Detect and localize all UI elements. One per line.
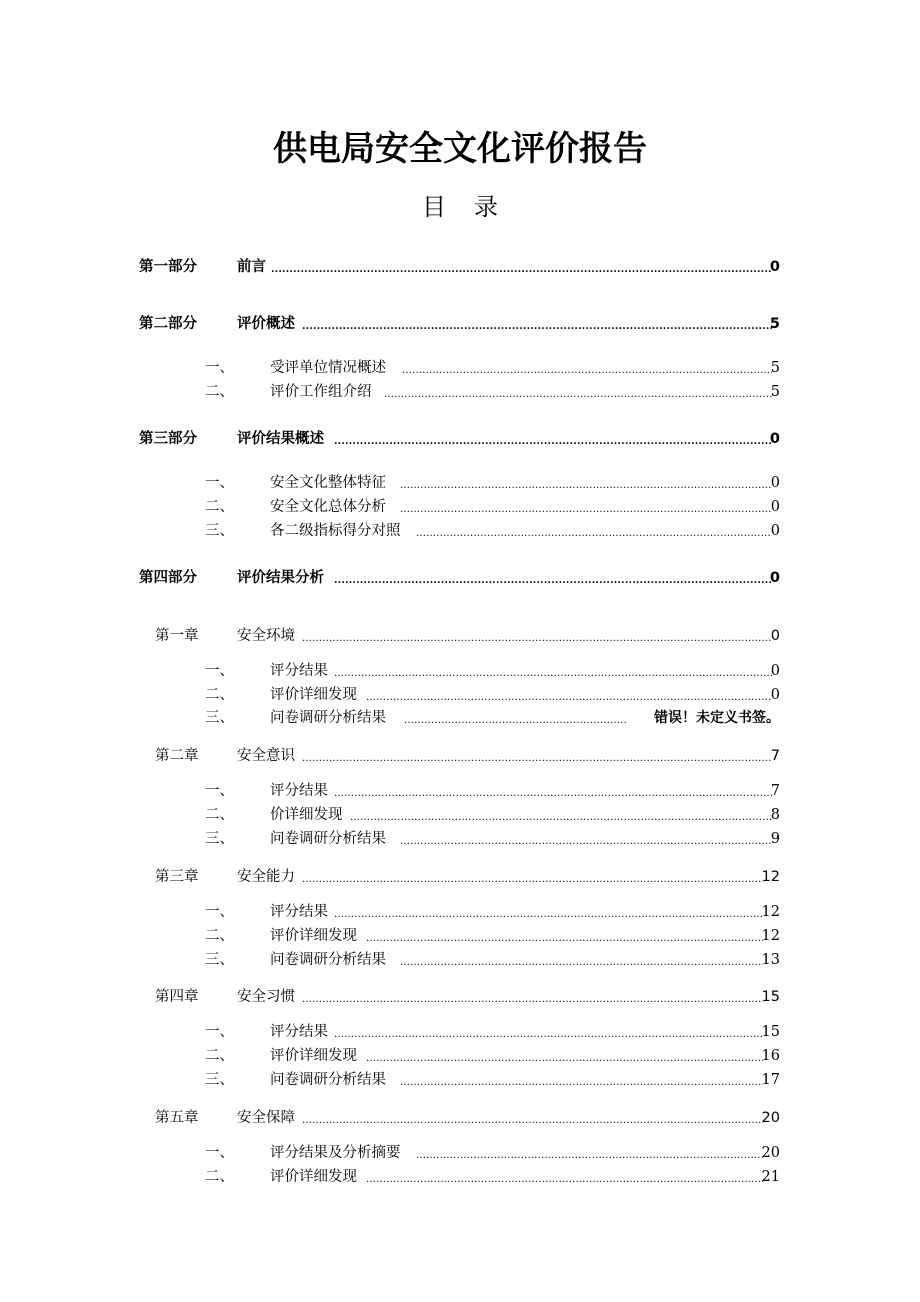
toc-entry-title: 前言 [237,259,266,275]
toc-entry-title: 评价结果概述 [237,431,324,447]
toc-entry-number: 第一章 [155,628,199,644]
toc-entry-page: 8 [770,807,780,823]
toc-entry-number: 二、 [205,928,234,944]
toc-entry-page: 9 [770,831,780,847]
toc-entry-number: 二、 [205,1169,234,1185]
toc-entry-page: 13 [761,952,780,968]
toc-entry[interactable] [0,1166,920,1188]
toc-entry[interactable] [0,901,920,923]
toc-entry[interactable] [0,428,920,450]
toc-entry-title: 评分结果 [270,783,328,799]
dot-leader [366,684,772,706]
toc-entry-page: 5 [770,360,780,376]
toc-entry[interactable] [0,780,920,802]
toc-entry[interactable] [0,313,920,335]
toc-entry-number: 一、 [205,783,234,799]
toc-entry-title: 评分结果及分析摘要 [270,1145,401,1161]
toc-entry-number: 第二部分 [139,316,197,332]
toc-entry-page: 0 [769,570,780,586]
dot-leader [400,949,763,971]
toc-entry[interactable] [0,520,920,542]
dot-leader [400,496,772,518]
toc-entry-title: 评价概述 [237,316,295,332]
toc-entry-number: 二、 [205,1048,234,1064]
toc-entry-title: 评分结果 [270,904,328,920]
toc-entry[interactable] [0,1021,920,1043]
dot-leader [400,828,772,850]
dot-leader [334,780,772,802]
toc-entry-title: 安全意识 [237,748,295,764]
toc-entry[interactable] [0,684,920,706]
toc-entry-number: 第一部分 [139,259,197,275]
toc-entry-title: 安全环境 [237,628,295,644]
toc-entry[interactable] [0,804,920,826]
dot-leader [302,1107,763,1129]
toc-entry-number: 第三部分 [139,431,197,447]
toc-heading-left: 目 [422,193,446,221]
toc-entry[interactable] [0,381,920,403]
toc-entry-title: 评价详细发现 [270,1048,357,1064]
toc-entry-number: 第五章 [155,1110,199,1126]
dot-leader [302,745,772,767]
toc-entry-page: 15 [761,989,780,1005]
toc-entry-number: 三、 [205,523,234,539]
toc-entry-title: 问卷调研分析结果 [270,831,386,847]
toc-entry[interactable] [0,496,920,518]
toc-entry-page: 7 [770,748,780,764]
toc-entry-page: 12 [761,928,780,944]
toc-entry-page: 0 [770,628,780,644]
toc-entry-number: 三、 [205,831,234,847]
toc-entry-number: 三、 [205,1072,234,1088]
toc-heading [0,190,920,224]
toc-entry[interactable] [0,1142,920,1164]
document-title: 供电局安全文化评价报告 [273,129,647,169]
toc-entry[interactable] [0,256,920,278]
toc-entry-page: 0 [770,663,780,679]
toc-entry[interactable] [0,866,920,888]
dot-leader [302,866,763,888]
toc-entry-page: 0 [770,523,780,539]
toc-entry[interactable] [0,567,920,589]
toc-entry-page: 0 [770,475,780,491]
toc-entry-number: 第三章 [155,869,199,885]
dot-leader [366,1045,763,1067]
toc-entry[interactable] [0,357,920,379]
toc-entry-title: 评价详细发现 [270,687,357,703]
toc-entry[interactable] [0,707,920,729]
toc-heading-right: 录 [474,193,498,221]
toc-entry-title: 评分结果 [270,663,328,679]
toc-entry-number: 一、 [205,904,234,920]
dot-leader [302,986,763,1008]
toc-entry-page: 12 [761,904,780,920]
dot-leader [366,1166,763,1188]
toc-entry-title: 安全习惯 [237,989,295,1005]
toc-entry-page: 0 [770,499,780,515]
toc-entry-number: 一、 [205,663,234,679]
toc-entry-page: 5 [770,384,780,400]
toc-entry-page: 5 [769,316,780,332]
dot-leader [400,1069,763,1091]
toc-entry-title: 安全文化整体特征 [270,475,386,491]
toc-entry[interactable] [0,660,920,682]
toc-entry-title: 评价详细发现 [270,1169,357,1185]
toc-entry[interactable] [0,1045,920,1067]
toc-entry-page: 0 [770,687,780,703]
toc-entry[interactable] [0,472,920,494]
toc-entry-title: 安全能力 [237,869,295,885]
toc-entry[interactable] [0,986,920,1008]
toc-entry-page-error: 错误！未定义书签。 [654,710,780,726]
toc-entry[interactable] [0,949,920,971]
toc-entry[interactable] [0,925,920,947]
dot-leader [416,520,772,542]
toc-entry[interactable] [0,828,920,850]
toc-entry[interactable] [0,1069,920,1091]
toc-entry-title: 安全文化总体分析 [270,499,386,515]
toc-entry-page: 16 [761,1048,780,1064]
dot-leader [416,1142,763,1164]
toc-entry-page: 0 [769,259,780,275]
toc-entry-title: 受评单位情况概述 [270,360,386,376]
toc-entry-title: 安全保障 [237,1110,295,1126]
dot-leader [302,625,772,647]
dot-leader [334,1021,763,1043]
toc-entry[interactable] [0,625,920,647]
toc-entry-number: 三、 [205,710,234,726]
toc-entry-page: 21 [761,1169,780,1185]
toc-entry-number: 二、 [205,384,234,400]
toc-entry-page: 17 [761,1072,780,1088]
dot-leader [366,925,763,947]
dot-leader [404,707,628,729]
toc-entry-page: 20 [761,1145,780,1161]
toc-entry-number: 第二章 [155,748,199,764]
dot-leader [302,313,772,335]
toc-entry-number: 二、 [205,499,234,515]
dot-leader [402,357,772,379]
toc-entry-number: 一、 [205,475,234,491]
toc-entry-page: 15 [761,1024,780,1040]
toc-entry-title: 各二级指标得分对照 [270,523,401,539]
dot-leader [384,381,772,403]
toc-entry-page: 12 [761,869,780,885]
toc-entry-page: 0 [769,431,780,447]
toc-entry-number: 一、 [205,360,234,376]
toc-entry-number: 一、 [205,1024,234,1040]
toc-entry-title: 评价详细发现 [270,928,357,944]
toc-entry-title: 问卷调研分析结果 [270,952,386,968]
dot-leader [271,256,772,278]
dot-leader [334,428,772,450]
toc-entry-title: 评价结果分析 [237,570,324,586]
dot-leader [350,804,772,826]
toc-entry-title: 价详细发现 [270,807,343,823]
toc-entry-number: 第四章 [155,989,199,1005]
toc-entry-title: 问卷调研分析结果 [270,1072,386,1088]
toc-entry-number: 一、 [205,1145,234,1161]
dot-leader [334,660,772,682]
toc-entry-number: 第四部分 [139,570,197,586]
dot-leader [400,472,772,494]
toc-entry-number: 三、 [205,952,234,968]
toc-entry-title: 评分结果 [270,1024,328,1040]
toc-entry-title: 评价工作组介绍 [270,384,372,400]
toc-entry-title: 问卷调研分析结果 [270,710,386,726]
toc-entry-number: 二、 [205,807,234,823]
dot-leader [334,901,763,923]
dot-leader [334,567,772,589]
toc-entry-page: 20 [761,1110,780,1126]
toc-entry-number: 二、 [205,687,234,703]
toc-entry-page: 7 [770,783,780,799]
toc-entry[interactable] [0,745,920,767]
toc-entry[interactable] [0,1107,920,1129]
